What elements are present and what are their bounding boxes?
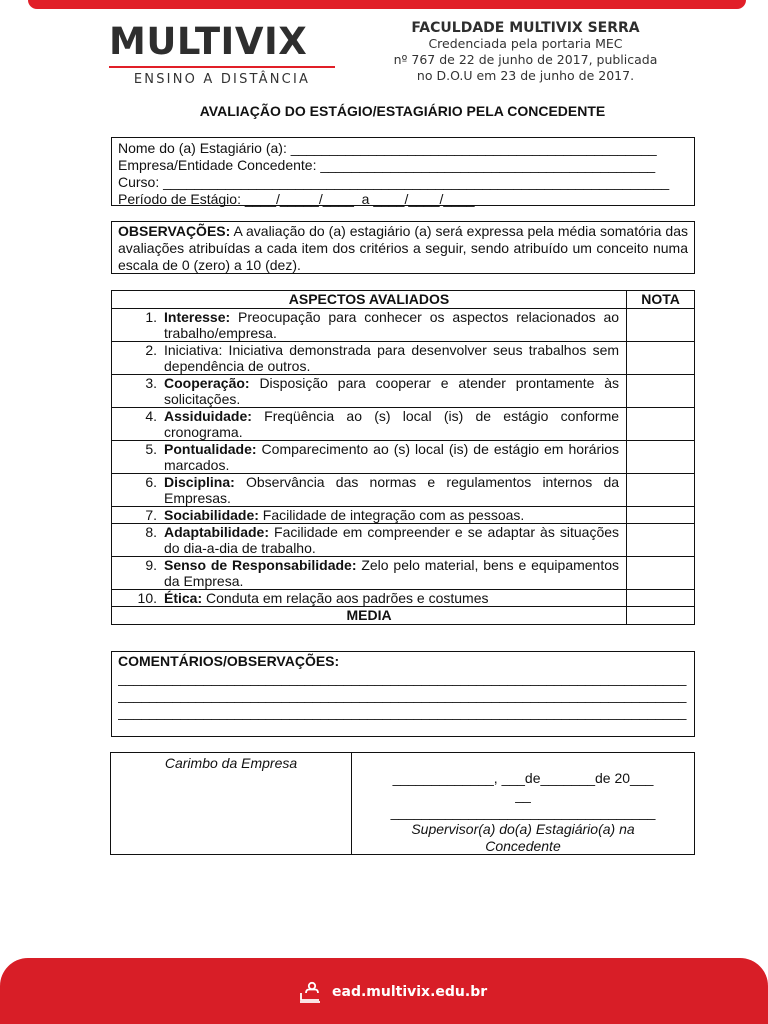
laptop-person-icon	[298, 980, 322, 1004]
item-text: Facilidade de integração com as pessoas.	[258, 507, 525, 523]
comments-label: COMENTÁRIOS/OBSERVAÇÕES:	[118, 653, 340, 669]
item-number: 1.	[145, 309, 157, 325]
grade-cell[interactable]	[627, 474, 695, 507]
comment-line[interactable]: _________________________________________________________________________	[118, 687, 687, 703]
table-row	[112, 474, 695, 507]
grade-cell[interactable]	[627, 524, 695, 557]
grade-cell[interactable]	[627, 590, 695, 607]
period-field[interactable]: Período de Estágio: ____/_____/____ a ____/____/____	[118, 191, 475, 207]
item-number: 7.	[145, 507, 157, 523]
logo-tagline: ENSINO A DISTÂNCIA	[133, 72, 311, 87]
item-number: 8.	[145, 524, 157, 540]
header-grade: NOTA	[627, 291, 695, 309]
average-label: MEDIA	[112, 607, 627, 625]
logo-name: MULTIVIX	[109, 20, 308, 63]
grade-cell[interactable]	[627, 557, 695, 590]
comment-line[interactable]: _________________________________________________________________________	[118, 670, 687, 686]
table-row	[112, 507, 695, 524]
table-row	[112, 524, 695, 557]
supervisor-label: Supervisor(a) do(a) Estagiário(a) na Concedente	[411, 821, 635, 854]
average-grade-cell[interactable]	[627, 607, 695, 625]
item-text: Conduta em relação aos padrões e costumes	[202, 590, 489, 606]
table-row	[112, 309, 695, 342]
company-field[interactable]: Empresa/Entidade Concedente: ___________________________________________	[118, 157, 656, 173]
item-label: Interesse:	[164, 309, 231, 325]
item-text: Freqüência ao (s) local (is) de estágio conforme cronograma.	[164, 408, 620, 440]
course-field[interactable]: Curso: _________________________________________________________________	[118, 174, 670, 190]
supervisor-signature-area	[352, 753, 694, 854]
observations-label: OBSERVAÇÕES:	[118, 223, 231, 239]
item-number: 5.	[145, 441, 157, 457]
multivix-logo	[109, 22, 339, 92]
item-number: 6.	[145, 474, 157, 490]
item-label: Cooperação:	[164, 375, 250, 391]
credential-line: nº 767 de 22 de junho de 2017, publicada	[393, 52, 658, 67]
item-label: Ética:	[164, 590, 203, 606]
item-number: 9.	[145, 557, 157, 573]
grade-cell[interactable]	[627, 408, 695, 441]
signature-box	[110, 752, 695, 855]
item-number: 10.	[137, 590, 157, 606]
item-text: Disposição para cooperar e atender prontamente às solicitações.	[164, 375, 620, 407]
table-row	[112, 375, 695, 408]
item-label: Sociabilidade:	[164, 507, 259, 523]
observations-text: A avaliação do (a) estagiário (a) será expressa pela média somatória das avaliações atribuídas a cada item dos critérios a seguir, sendo atribuído um conceito numa escala de 0 (zero) a 10 (dez).	[118, 223, 688, 273]
credential-line: Credenciada pela portaria MEC	[428, 36, 623, 51]
date-line-tail: __	[515, 787, 531, 803]
item-label: Adaptabilidade:	[164, 524, 270, 540]
grade-cell[interactable]	[627, 375, 695, 408]
item-label: Disciplina:	[164, 474, 235, 490]
item-label: Senso de Responsabilidade:	[164, 557, 357, 573]
website-text: ead.multivix.edu.br	[332, 984, 488, 1000]
company-stamp-area[interactable]	[111, 753, 352, 854]
item-text: Iniciativa: Iniciativa demonstrada para desenvolver seus trabalhos sem dependência de outros.	[164, 342, 620, 374]
grade-cell[interactable]	[627, 441, 695, 474]
institution-name: FACULDADE MULTIVIX SERRA	[411, 20, 640, 36]
logo-divider	[109, 66, 335, 68]
observations-box	[111, 221, 695, 274]
identification-box	[111, 137, 695, 206]
average-row	[112, 607, 695, 625]
item-label: Pontualidade:	[164, 441, 257, 457]
footer-website[interactable]	[298, 980, 487, 1004]
item-text: Preocupação para conhecer os aspectos relacionados ao trabalho/empresa.	[164, 309, 620, 341]
item-text: Facilidade em compreender e se adaptar às situações do dia-a-dia de trabalho.	[164, 524, 620, 556]
grade-cell[interactable]	[627, 309, 695, 342]
table-row	[112, 590, 695, 607]
comment-line[interactable]: _________________________________________________________	[118, 721, 562, 737]
item-text: Observância das normas e regulamentos internos da Empresas.	[164, 474, 620, 506]
item-number: 3.	[145, 375, 157, 391]
table-row	[112, 342, 695, 375]
item-text: Comparecimento ao (s) local (is) de estágio em horários marcados.	[164, 441, 620, 473]
item-number: 2.	[145, 342, 157, 358]
credential-line: no D.O.U em 23 de junho de 2017.	[416, 68, 635, 83]
table-row	[112, 408, 695, 441]
table-row	[112, 557, 695, 590]
item-label: Assiduidade:	[164, 408, 252, 424]
stamp-label: Carimbo da Empresa	[164, 755, 298, 771]
table-header-row	[112, 291, 695, 309]
item-number: 4.	[145, 408, 157, 424]
header-aspects: ASPECTOS AVALIADOS	[112, 291, 627, 309]
signature-line[interactable]: __________________________________	[390, 804, 656, 820]
document-title: AVALIAÇÃO DO ESTÁGIO/ESTAGIÁRIO PELA CONCEDENTE	[199, 103, 606, 119]
date-line[interactable]: _____________, ___de_______de 20___	[392, 770, 654, 786]
evaluation-table	[111, 290, 695, 625]
header-band	[28, 0, 746, 9]
item-text: Zelo pelo material, bens e equipamentos da Empresa.	[164, 557, 620, 589]
grade-cell[interactable]	[627, 507, 695, 524]
institution-block	[383, 20, 668, 84]
comment-line[interactable]: _________________________________________________________________________	[118, 704, 687, 720]
table-row	[112, 441, 695, 474]
comments-box	[111, 651, 695, 737]
grade-cell[interactable]	[627, 342, 695, 375]
intern-name-field[interactable]: Nome do (a) Estagiário (a): _______________________________________________	[118, 140, 657, 156]
